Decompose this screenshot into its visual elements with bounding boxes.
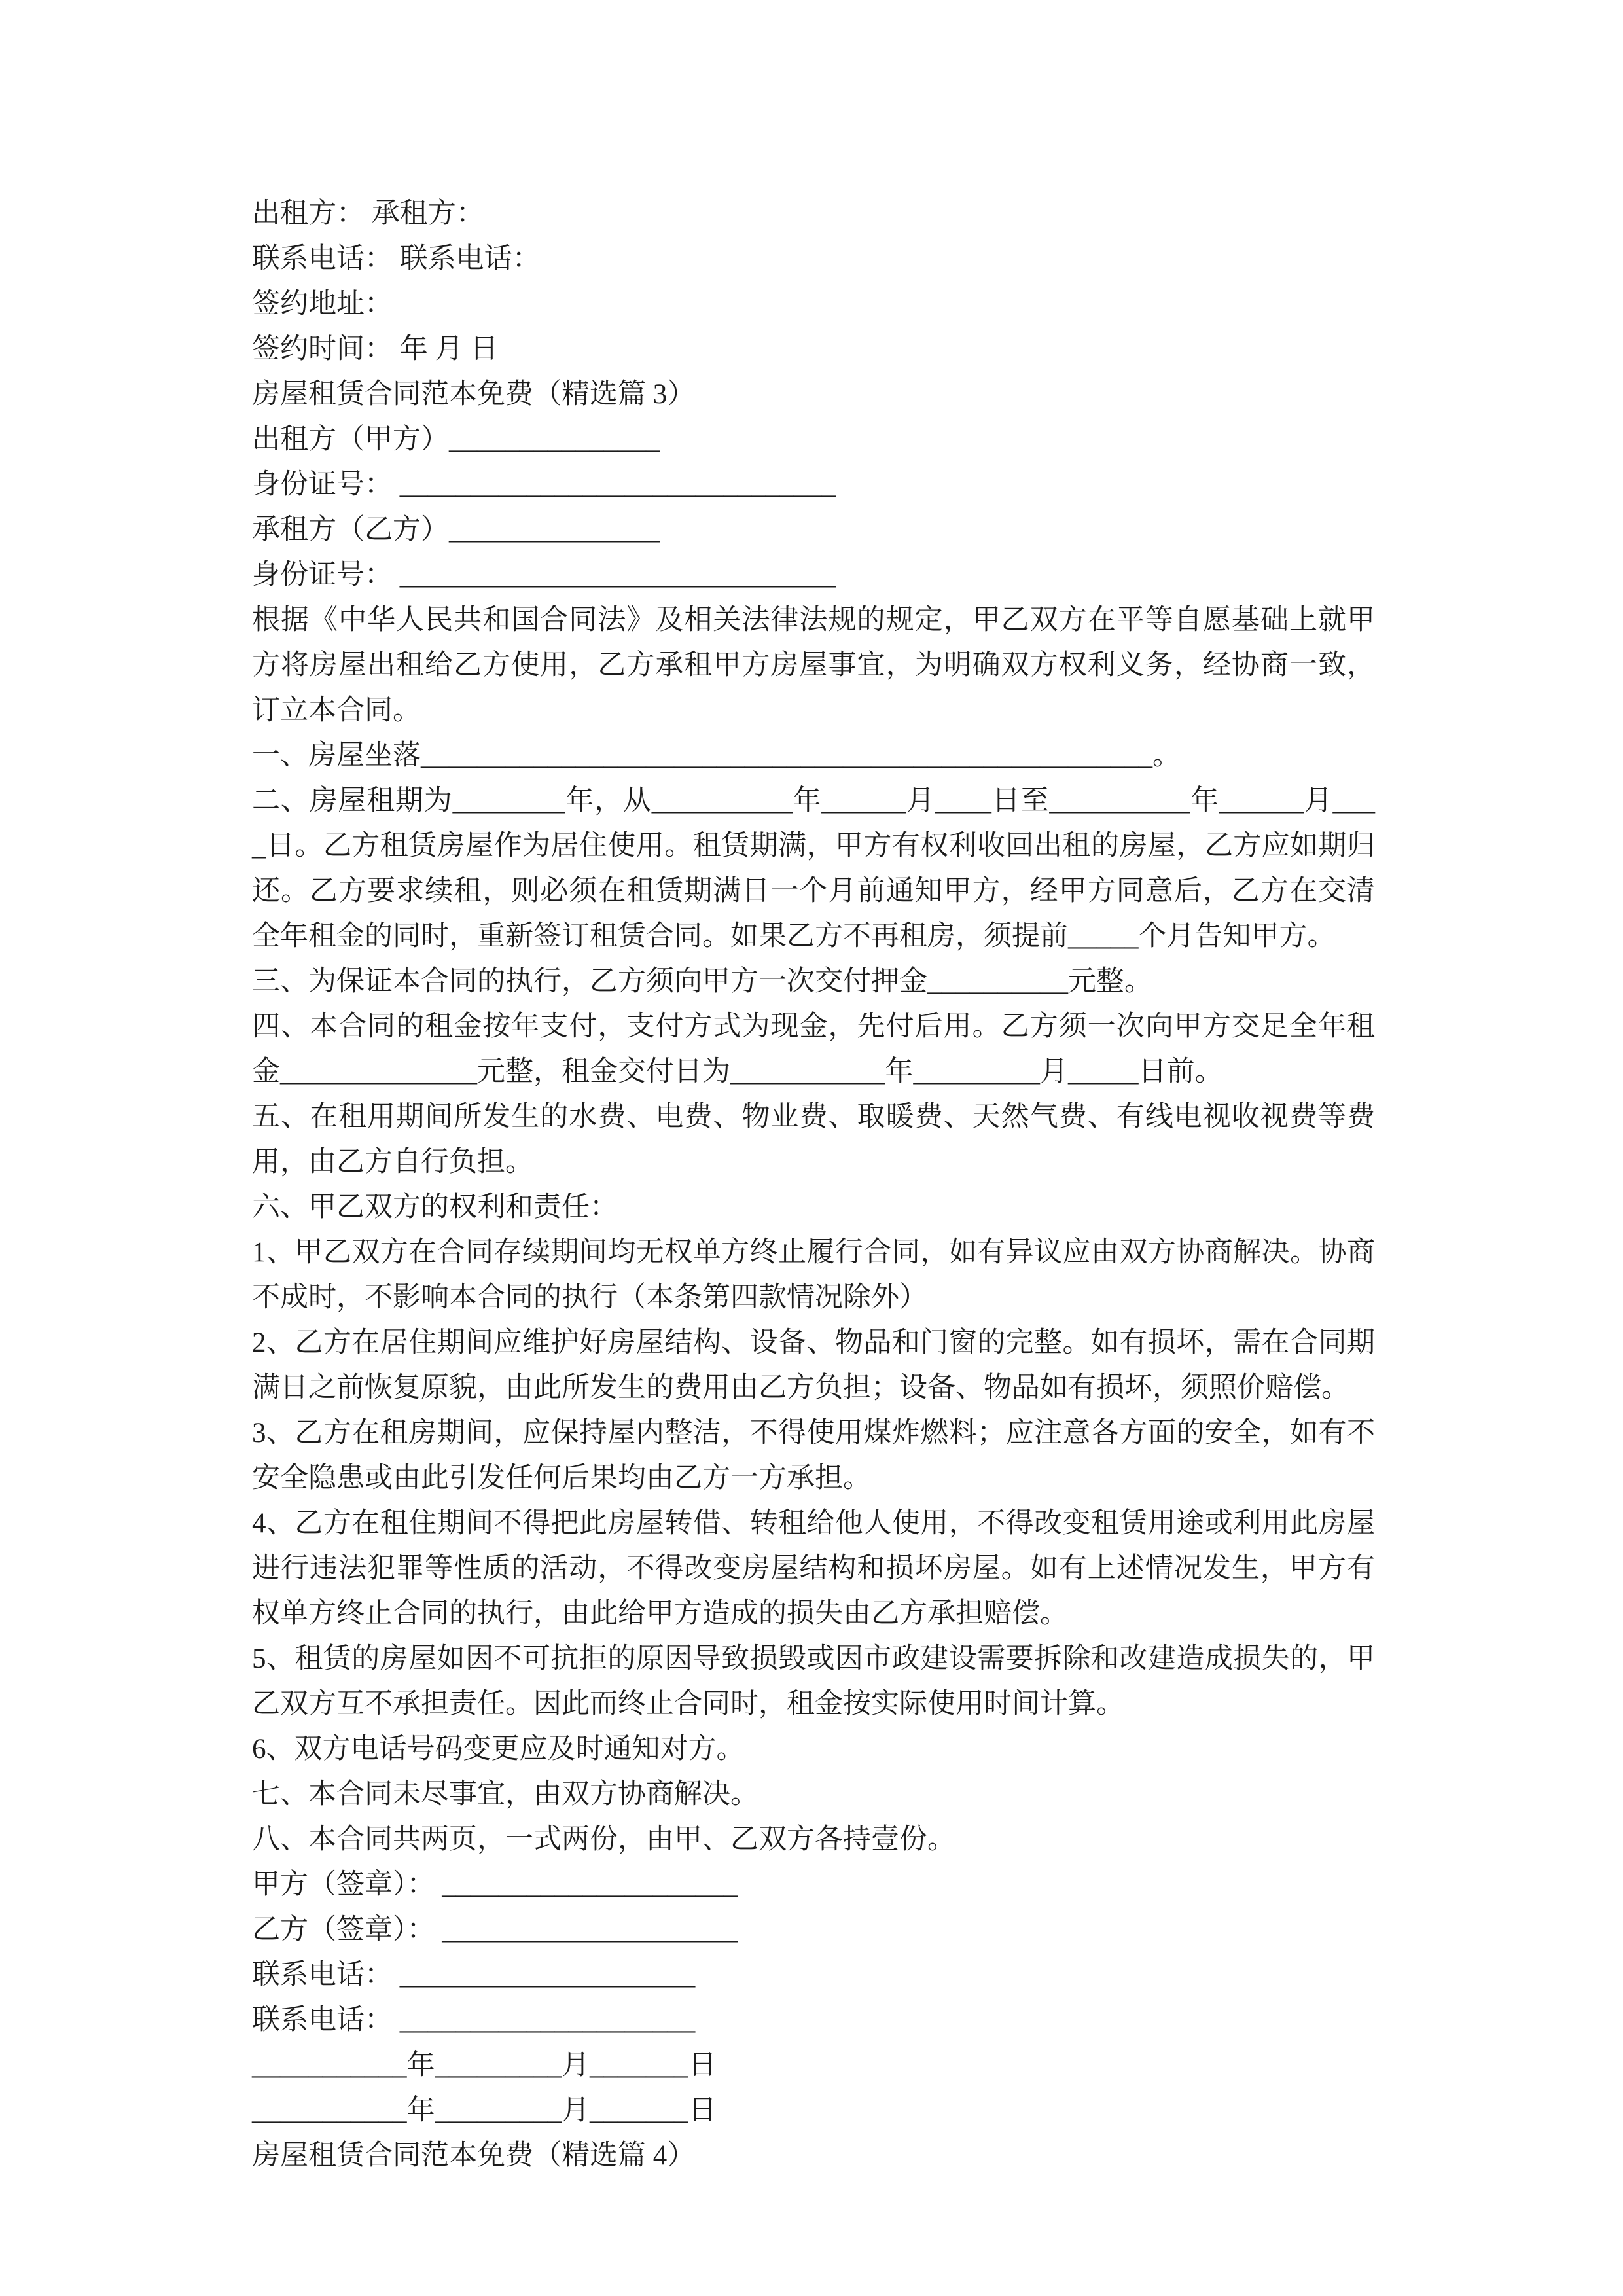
paragraph: 1、甲乙双方在合同存续期间均无权单方终止履行合同，如有异议应由双方协商解决。协商不成时，不影响本合同的执行（本条第四款情况除外） bbox=[252, 1237, 1375, 1313]
paragraph: 签约地址： bbox=[252, 289, 393, 319]
paragraph: 出租方： 承租方： bbox=[252, 198, 484, 229]
paragraph: 一、房屋坐落____________________________________________________。 bbox=[252, 740, 1181, 771]
paragraph: 五、在租用期间所发生的水费、电费、物业费、取暖费、天然气费、有线电视收视费等费用，由乙方自行负担。 bbox=[252, 1102, 1375, 1177]
paragraph: ___________年_________月_______日 bbox=[252, 2050, 717, 2081]
paragraph: 身份证号： _______________________________ bbox=[252, 560, 836, 590]
paragraph: 八、本合同共两页，一式两份，由甲、乙双方各持壹份。 bbox=[252, 1824, 955, 1855]
paragraph: 六、甲乙双方的权利和责任： bbox=[252, 1192, 618, 1223]
paragraph: 5、租赁的房屋如因不可抗拒的原因导致损毁或因市政建设需要拆除和改建造成损失的，甲乙双方互不承担责任。因此而终止合同时，租金按实际使用时间计算。 bbox=[252, 1643, 1375, 1719]
paragraph: 二、房屋租期为________年，从__________年______月____日至__________年______月____日。乙方租赁房屋作为居住使用。租赁期满，甲方有权利收回出租的房屋，乙方应如期归还。乙方要求续租，则必须在租赁期满日一个月前通知甲方，经甲方同意后，乙方在交清全年租金的同时，重新签订租赁合同。如果乙方不再租房，须提前_____个月告知甲方。 bbox=[252, 785, 1375, 952]
paragraph: 甲方（签章）： _____________________ bbox=[252, 1869, 738, 1900]
document-body bbox=[252, 191, 1375, 2178]
paragraph: 联系电话： 联系电话： bbox=[252, 243, 541, 274]
paragraph: 七、本合同未尽事宜，由双方协商解决。 bbox=[252, 1779, 758, 1810]
paragraph: 乙方（签章）： _____________________ bbox=[252, 1914, 738, 1945]
paragraph: 6、双方电话号码变更应及时通知对方。 bbox=[252, 1734, 745, 1765]
paragraph: 3、乙方在租房期间，应保持屋内整洁，不得使用煤炸燃料；应注意各方面的安全，如有不安全隐患或由此引发任何后果均由乙方一方承担。 bbox=[252, 1418, 1375, 1494]
paragraph: 签约时间： 年 月 日 bbox=[252, 334, 499, 365]
paragraph: 出租方（甲方）_______________ bbox=[252, 424, 660, 455]
paragraph: 房屋租赁合同范本免费（精选篇 4） bbox=[252, 2140, 696, 2171]
paragraph: 根据《中华人民共和国合同法》及相关法律法规的规定，甲乙双方在平等自愿基础上就甲方将房屋出租给乙方使用，乙方承租甲方房屋事宜，为明确双方权利义务，经协商一致，订立本合同。 bbox=[252, 605, 1375, 726]
paragraph: 承租方（乙方）_______________ bbox=[252, 514, 660, 545]
paragraph: ___________年_________月_______日 bbox=[252, 2095, 717, 2126]
paragraph: 三、为保证本合同的执行，乙方须向甲方一次交付押金__________元整。 bbox=[252, 966, 1152, 997]
paragraph: 四、本合同的租金按年支付，支付方式为现金，先付后用。乙方须一次向甲方交足全年租金______________元整，租金交付日为___________年_________月_____日前。 bbox=[252, 1011, 1375, 1087]
paragraph: 4、乙方在租住期间不得把此房屋转借、转租给他人使用，不得改变租赁用途或利用此房屋进行违法犯罪等性质的活动，不得改变房屋结构和损坏房屋。如有上述情况发生，甲方有权单方终止合同的执行，由此给甲方造成的损失由乙方承担赔偿。 bbox=[252, 1508, 1375, 1629]
paragraph: 联系电话： _____________________ bbox=[252, 1960, 696, 1990]
paragraph: 联系电话： _____________________ bbox=[252, 2005, 696, 2036]
paragraph: 房屋租赁合同范本免费（精选篇 3） bbox=[252, 379, 696, 410]
paragraph: 2、乙方在居住期间应维护好房屋结构、设备、物品和门窗的完整。如有损坏，需在合同期满日之前恢复原貌，由此所发生的费用由乙方负担；设备、物品如有损坏，须照价赔偿。 bbox=[252, 1327, 1375, 1403]
paragraph: 身份证号： _______________________________ bbox=[252, 469, 836, 500]
